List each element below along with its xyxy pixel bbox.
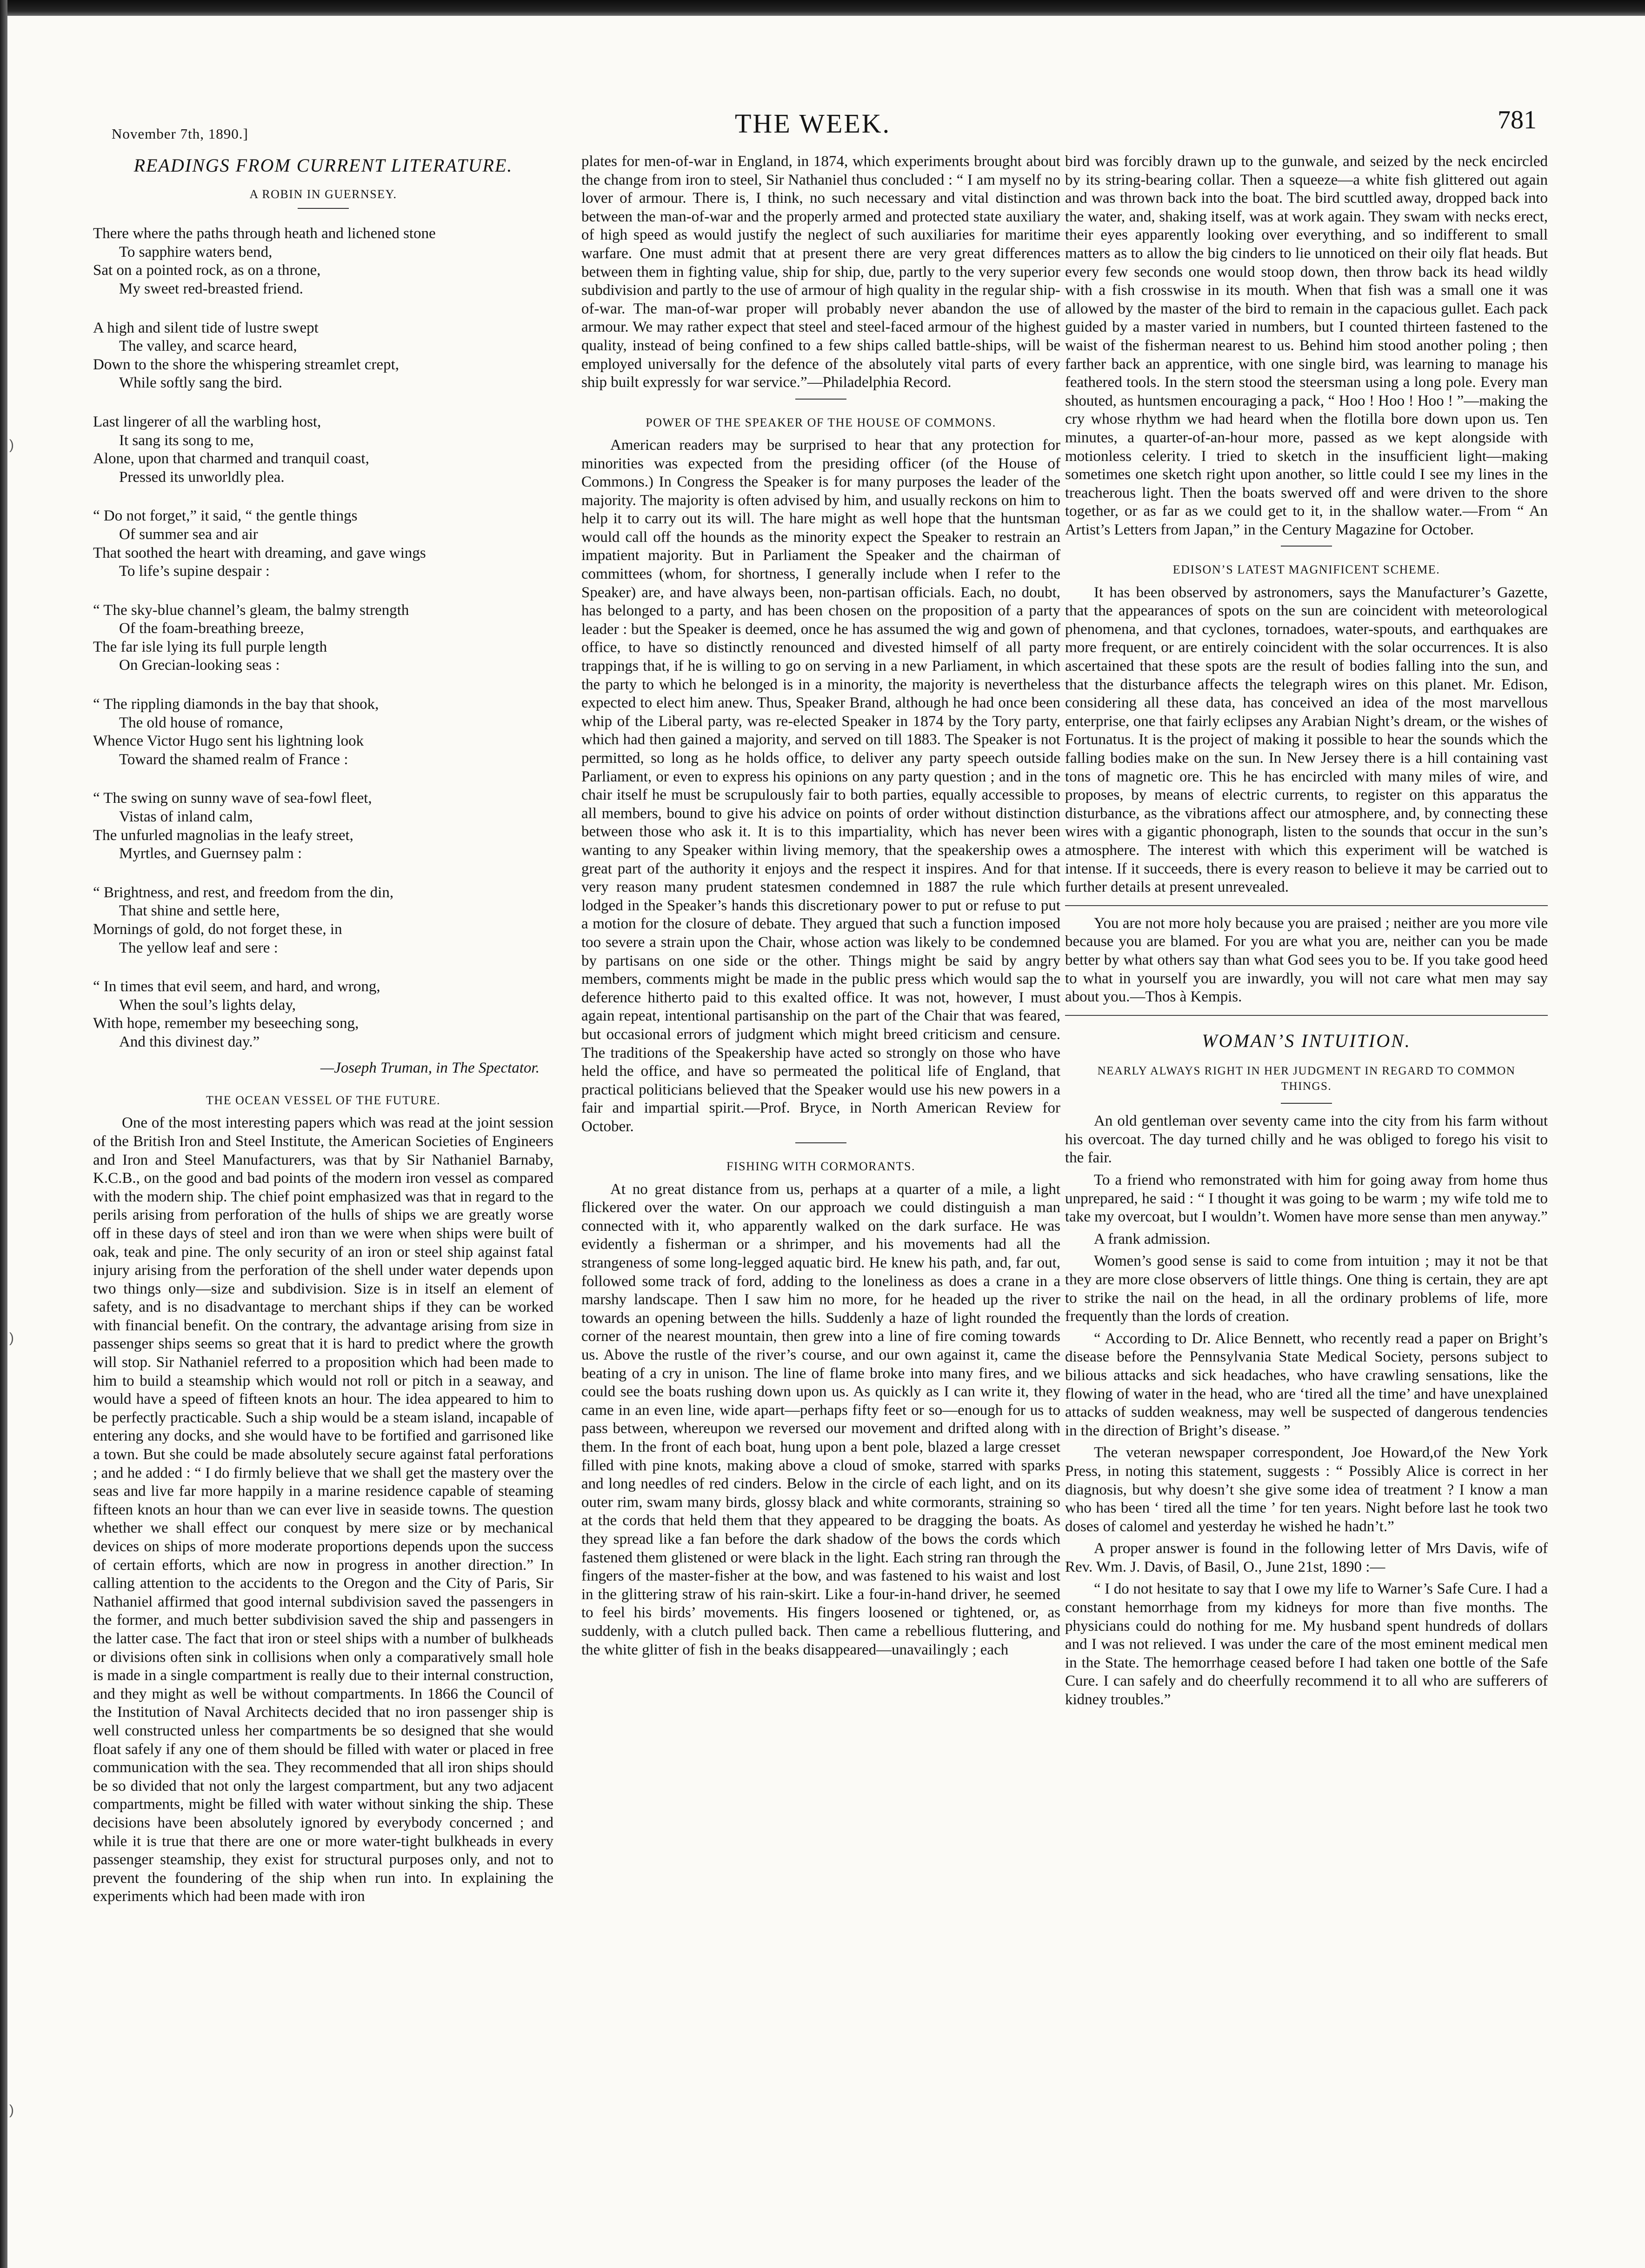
edison-text: It has been observed by astronomers, says the Manufacturer’s Gazette, that the appearances of spots on the sun are coincident with meteorological phenomena, and that cyclones, tornadoes, water-spouts, and earthquakes are more frequent, or are entirely coincident with the solar occurrences. It is also ascertained that these spots are the result of bodies falling into the sun, and that the disturbance affects the telegraph wires on this planet. Mr. Edison, considering all these data, has conceived an idea of the most marvellous enterprise, one that fairly eclipses any Arabian Night’s dream, or the wishes of Fortunatus. It is the project of making it possible to hear the sounds which the falling bodies make on the sun. In New Jersey there is a hill containing vast tons of magnetic ore. This he has encircled with many miles of wire, and proposes, by means of electric currents, to register on this apparatus the disturbance, as the vibrations affect our atmosphere, and, by connecting these wires with a gigantic phonograph, listen to the sounds that occur in the sun’s atmosphere. The interest with which this experiment will be watched is intense. If it succeeds, there is every reason to believe it may be carried out to further details at present unrevealed. [1065,584,1548,896]
poem-line: “ The rippling diamonds in the bay that shook, [93,696,379,713]
poem-line: The yellow leaf and sere : [119,939,278,956]
journal-title: THE WEEK. [735,108,891,139]
column-3 [1065,153,1548,2227]
poem-line: The far isle lying its full purple length [93,638,327,655]
poem-stanza [93,319,553,393]
poem-line: The old house of romance, [119,714,283,731]
fishing-text: At no great distance from us, perhaps at a quarter of a mile, a light flickered over the water. On our approach we could distinguish a man connected with it, who apparently walked on the dark surface. He was evidently a fisherman or a shrimper, and his movements had all the strangeness of some long-legged aquatic bird. He knew his path, and, far out, followed some track of ford, adding to the loneliness as does a crane in a marshy landscape. Then I saw him no more, for he headed up the river towards an opening between the hills. Suddenly a haze of light rounded the corner of the nearest mountain, then grew into a line of fire coming towards us. Above the rustle of the river’s course, and our own against it, came the beating of a cry in unison. The line of flame broke into many fires, and we could see the boats rushing down upon us. As quickly as I can write it, they came in an even line, wide apart—perhaps fifty feet or so—enough for us to pass between, whereupon we reversed our movement and drifted along with them. In the front of each boat, hung upon a bent pole, blazed a large cresset filled with pine knots, making above a cloud of smoke, starred with sparks and long needles of red cinders. Below in the circle of each light, and on its outer rim, swam many birds, glossy black and white cormorants, straining so at the cords that held them that they appeared to be dragging the boats. As they spread like a fan before the dark shadow of the bows the cords which fastened them glistened or were black in the light. Each string ran through the fingers of the master-fisher at the bow, and was fastened to his waist and lost in the glittering straw of his rain-skirt. Like a four-in-hand driver, he seemed to feel his birds’ movements. His fingers loosened or tightened, or, as suddenly, with a clutch pulled back. Then came a rebellious fluttering, and the white glitter of fish in the beaks disappeared—unavailingly ; each [581,1181,1060,1658]
page-header [0,103,1645,150]
poem-line: My sweet red-breasted friend. [119,280,303,297]
poem-stanza [93,695,553,769]
page-number: 781 [1498,106,1537,134]
scan-top-edge [0,0,1645,16]
woman-subtitle: NEARLY ALWAYS RIGHT IN HER JUDGMENT IN REGARD TO COMMON THINGS. [1097,1064,1516,1093]
section-title: READINGS FROM CURRENT LITERATURE. [133,155,513,176]
poem-line: That soothed the heart with dreaming, and gave wings [93,544,426,561]
poem-line: Vistas of inland calm, [119,808,253,826]
poem-line: It sang its song to me, [119,432,254,449]
speaker-title: POWER OF THE SPEAKER OF THE HOUSE OF COMMONS. [646,415,996,429]
divider [795,1142,846,1143]
issue-date: November 7th, 1890.] [112,126,248,142]
poem-body [93,225,553,1051]
column-1 [93,153,553,2227]
poem-line: Whence Victor Hugo sent his lightning look [93,733,364,750]
woman-paragraph: An old gentleman over seventy came into the city from his farm without his overcoat. The day turned chilly and he was obliged to forego his visit to the fair. [1065,1113,1548,1167]
poem-line: While softly sang the bird. [119,374,283,392]
poem-line: Alone, upon that charmed and tranquil coast, [93,450,369,467]
poem-line: With hope, remember my beseeching song, [93,1015,359,1032]
column-2 [581,153,1060,2227]
poem-stanza [93,789,553,863]
poem-stanza [93,413,553,487]
binding-mark: ) [9,2102,14,2118]
poem-line: A high and silent tide of lustre swept [93,319,319,336]
poem-stanza [93,601,553,675]
poem-line: Myrtles, and Guernsey palm : [119,845,302,862]
poem-line: On Grecian-looking seas : [119,657,280,674]
poem-line: Of summer sea and air [119,526,258,543]
divider [1065,1015,1548,1016]
poem-line: Mornings of gold, do not forget these, in [93,921,342,938]
poem-line: “ The sky-blue channel’s gleam, the balmy strength [93,601,409,619]
poem-line: To sapphire waters bend, [119,243,273,260]
poem-line: To life’s supine despair : [119,563,270,580]
woman-paragraph: A frank admission. [1094,1230,1211,1247]
poem-line: That shine and settle here, [119,902,280,920]
fishing-continued-text: bird was forcibly drawn up to the gunwale, and seized by the neck encircled by its string-bearing collar. Then a squeeze—a white fish glittered out again and was thrown back into the boat. The bird scuttled away, dropped back into the water, and, shaking itself, was at work again. They swam with necks erect, their eyes apparently looking over everything, and so indifferent to small matters as to allow the big cinders to lie unnoticed on their oily flat heads. But every few seconds one would stoop down, then throw back its head wildly with a fish crosswise in its mouth. When that fish was a small one it was allowed by the master of the bird to remain in the capacious gullet. Each pack guided by a master varied in numbers, but I counted thirteen fastened to the waist of the fisherman nearest to us. Behind him stood another poling ; then farther back an apprentice, with one single bird, was learning to manage his feathered tools. In the stern stood the steersman using a long pole. Every man shouted, as huntsmen encouraging a pack, “ Hoo ! Hoo ! Hoo ! ”—making the cry whose rhythm we had heard when the flotilla bore down upon us. Ten minutes, a quarter-of-an-hour more, passed as we kept alongside with motionless celerity. I tried to sketch in the insufficient light—making sometimes one sketch right upon another, so little could I see my lines in the treacherous light. Then the boats swerved off and were driven to the shore together, or as far as we could get to it, in the shallow water.—From “ An Artist’s Letters from Japan,” in the Century Magazine for October. [1065,153,1548,538]
divider [298,208,349,209]
ocean-text: One of the most interesting papers which was read at the joint session of the British Iron and Steel Institute, the American Societies of Engineers and Iron and Steel Manufacturers, was that by Sir Nathaniel Barnaby, K.C.B., on the good and bad points of the modern iron vessel as compared with the modern ship. The chief point emphasized was that in regard to the perils arising from perforation of the hulls of ships we are greatly worse off in these days of steel and iron than we were when ships were built of oak, teak and pine. The only security of an iron or steel ship against fatal injury arising from the perforation of the shell under water depends upon two things only—size and subdivision. Size is in itself an element of safety, and is no disadvantage to merchant ships if they can be worked with financial benefit. On the contrary, the advantage arising from size in passenger ships seems so great that it is hard to predict where the growth will stop. Sir Nathaniel referred to a proposition which had been made to him to build a steamship which would not roll or pitch in a seaway, and would have a speed of fifteen knots an hour. The idea appeared to him to be perfectly practicable. Such a ship would be a steam island, incapable of entering any docks, and she would have to be fortified and garrisoned like a town. But she could be made absolutely secure against fatal perforations ; and he added : “ I do firmly believe that we shall get the mastery over the seas and live far more happily in a marine residence capable of steaming fifteen knots an hour than we can ever live in seaside towns. The question whether we shall effect our conquest by mere size or by mechanical devices on ships of more moderate proportions depends upon the success of certain efforts, which are now in progress in another direction.” In calling attention to the accidents to the Oregon and the City of Paris, Sir Nathaniel affirmed that good internal subdivision saved the passengers in the former, and much better subdivision saved the ship and passengers in the latter case. The fact that iron or steel ships with a number of bulkheads or divisions often sink in collisions when only a comparatively small hole is made in a single compartment is really due to their internal construction, and they might as well be without compartments. In 1866 the Council of the Institution of Naval Architects decided that no iron passenger ship is well constructed unless her compartments be so designed that she would float safely if any one of them should be filled with water or placed in free communication with the sea. They recommended that all iron ships should be so divided that not only the largest compartment, but any two adjacent compartments, might be filled with water without sinking the ship. These decisions have been absolutely ignored by everybody concerned ; and while it is true that there are one or more water-tight bulkheads in every passenger steamship, they exist for structural purposes only, and not to prevent the foundering of the ship when run into. In explaining the experiments which had been made with iron [93,1114,553,1905]
divider [795,399,846,400]
edison-title: EDISON’S LATEST MAGNIFICENT SCHEME. [1172,563,1440,577]
woman-paragraph: “ I do not hesitate to say that I owe my life to Warner’s Safe Cure. I had a constant hemorrhage from my kidneys for more than five months. The physicians could do nothing for me. My husband spent hundreds of dollars and I was not relieved. I was under the care of the most eminent medical men in the State. The hemorrhage ceased before I had taken one bottle of the Safe Cure. I can safely and do cheerfully recommend it to all who are sufferers of kidney troubles.” [1065,1581,1548,1708]
speaker-text: American readers may be surprised to hear that any protection for minorities was expected from the presiding officer (of the House of Commons.) In Congress the Speaker is for many purposes the leader of the majority. The majority is often advised by him, and usually reckons on him to help it to carry out its will. The hare might as well hope that the huntsman would call off the hounds as the minority expect the Speaker to restrain an impatient majority. But in Parliament the Speaker and the chairman of committees (whom, for shortness, I generally include when I refer to the Speaker) are, and have always been, non-partisan officials. Each, no doubt, has belonged to a party, and has been chosen on the proposition of a party leader : but the Speaker is deemed, once he has assumed the wig and gown of office, to have so distinctly renounced and divested himself of all party trappings that, if he is willing to go on serving in a new Parliament, in which the party to which he belonged is in a minority, the majority is nevertheless expected to elect him anew. Thus, Speaker Brand, although he had once been whip of the Liberal party, was re-elected Speaker in 1874 by the Tory party, which had then gained a majority, and served on till 1883. The Speaker is not permitted, so long as he holds office, to deliver any party speech outside Parliament, or even to express his opinions on any party question ; and in the chair itself he must be scrupulously fair to both parties, equally accessible to all members, bound to give his advice on points of order without distinction between those who ask it. It is to this impartiality, which has never been wanting to any Speaker within living memory, that the speakership owes a great part of the authority it enjoys and the respect it inspires. And for that very reason many prudent statesmen condemned in 1887 the rule which lodged in the Speaker’s hands this discretionary power to put or refuse to put a motion for the closure of debate. They argued that such a function imposed too severe a strain upon the Chair, whose action was likely to be condemned by partisans on one side or the other. Things might be said by angry members, comments might be made in the public press which would sap the deference hitherto paid to this exalted office. It was not, however, I must again repeat, intentional partisanship on the part of the Chair that was feared, but occasional errors of judgment which might breed criticism and censure. The traditions of the Speakership have acted so strongly on those who have held the office, and have so permeated the political life of England, that practical politicians believed that the Speaker would use his new powers in a fair and impartial spirit.—Prof. Bryce, in North American Review for October. [581,436,1060,1135]
poem-stanza [93,507,553,580]
divider [1065,905,1548,906]
poem-line: And this divinest day.” [119,1033,260,1050]
poem-signature: —Joseph Truman, in The Spectator. [320,1059,539,1076]
binding-mark: ) [9,1330,14,1346]
poem-line: There where the paths through heath and lichened stone [93,225,436,242]
poem-line: “ The swing on sunny wave of sea-fowl fleet, [93,790,372,807]
poem-line: “ Brightness, and rest, and freedom from the din, [93,884,394,901]
poem-line: Down to the shore the whispering streamlet crept, [93,356,399,373]
ocean-continued-text: plates for men-of-war in England, in 1874, which experiments brought about the change from iron to steel, Sir Nathaniel thus concluded : “ I am myself no lover of armour. There is, I think, no such necessary and vital distinction between the man-of-war and the properly armed and protected state auxiliary of high speed as would justify the neglect of such auxiliaries for maritime warfare. One must admit that at present there are very great differences between them in fighting value, ship for ship, due, partly to the very superior subdivision and partly to the use of armour of high quality in the regular ship-of-war. The man-of-war proper will probably never abandon the use of armour. We may rather expect that steel and steel-faced armour of the highest quality, instead of being confined to a few ships called battle-ships, will be employed universally for the defence of the absolutely vital parts of every ship built expressly for war service.”—Philadelphia Record. [581,153,1060,391]
ocean-title: THE OCEAN VESSEL OF THE FUTURE. [206,1094,440,1107]
poem-title: A ROBIN IN GUERNSEY. [249,187,397,201]
woman-paragraph: “ According to Dr. Alice Bennett, who recently read a paper on Bright’s disease before the Pennsylvania State Medical Society, persons subject to bilious attacks and sick headaches, who have crawling sensations, like the flowing of water in the head, who are ‘tired all the time’ and have unexplained attacks of sudden weakness, may well be suspected of dangerous tendencies in the direction of Bright’s disease. ” [1065,1330,1548,1439]
poem-line: The unfurled magnolias in the leafy street, [93,827,353,844]
binding-mark: ) [9,437,14,453]
poem-line: The valley, and scarce heard, [119,338,297,355]
scan-left-edge [0,0,7,2268]
fishing-title: FISHING WITH CORMORANTS. [726,1160,916,1174]
poem-line: “ Do not forget,” it said, “ the gentle things [93,507,358,525]
woman-title: WOMAN’S INTUITION. [1202,1030,1411,1051]
poem-line: Last lingerer of all the warbling host, [93,413,321,430]
poem-line: Of the foam-breathing breeze, [119,620,304,637]
woman-paragraph: A proper answer is found in the following letter of Mrs Davis, wife of Rev. Wm. J. Davis, of Basil, O., June 21st, 1890 :— [1065,1540,1548,1575]
poem-stanza [93,225,553,298]
woman-paragraph: Women’s good sense is said to come from intuition ; may it not be that they are more close observers of little things. One thing is certain, they are apt to strike the nail on the head, in all the ordinary problems of life, more frequently than the lords of creation. [1065,1253,1548,1325]
kempis-quote: You are not more holy because you are praised ; neither are you more vile because you are blamed. For you are what you are, neither can you be made better by what others say than what God sees you to be. If you take good heed to what in yourself you are inwardly, you will not care what men may say about you.—Thos à Kempis. [1065,914,1548,1006]
poem-stanza [93,884,553,957]
woman-paragraph: To a friend who remonstrated with him for going away from home thus unprepared, he said : “ I thought it was going to be warm ; my wife told me to take my overcoat, but I wouldn’t. Women have more sense than men anyway.” [1065,1172,1548,1226]
poem-stanza [93,978,553,1051]
divider [1281,546,1332,547]
poem-line: Sat on a pointed rock, as on a throne, [93,262,321,279]
divider [1281,1103,1332,1104]
woman-paragraph: The veteran newspaper correspondent, Joe Howard,of the New York Press, in noting this statement, suggests : “ Possibly Alice is correct in her diagnosis, but why doesn’t she give some idea of treatment ? I know a man who has been ‘ tired all the time ’ for ten years. Night before last he took two doses of calomel and yesterday he wished he hadn’t.” [1065,1444,1548,1535]
poem-line: When the soul’s lights delay, [119,996,296,1014]
poem-line: Toward the shamed realm of France : [119,751,348,768]
poem-line: “ In times that evil seem, and hard, and wrong, [93,978,380,995]
poem-line: Pressed its unworldly plea. [119,468,285,486]
